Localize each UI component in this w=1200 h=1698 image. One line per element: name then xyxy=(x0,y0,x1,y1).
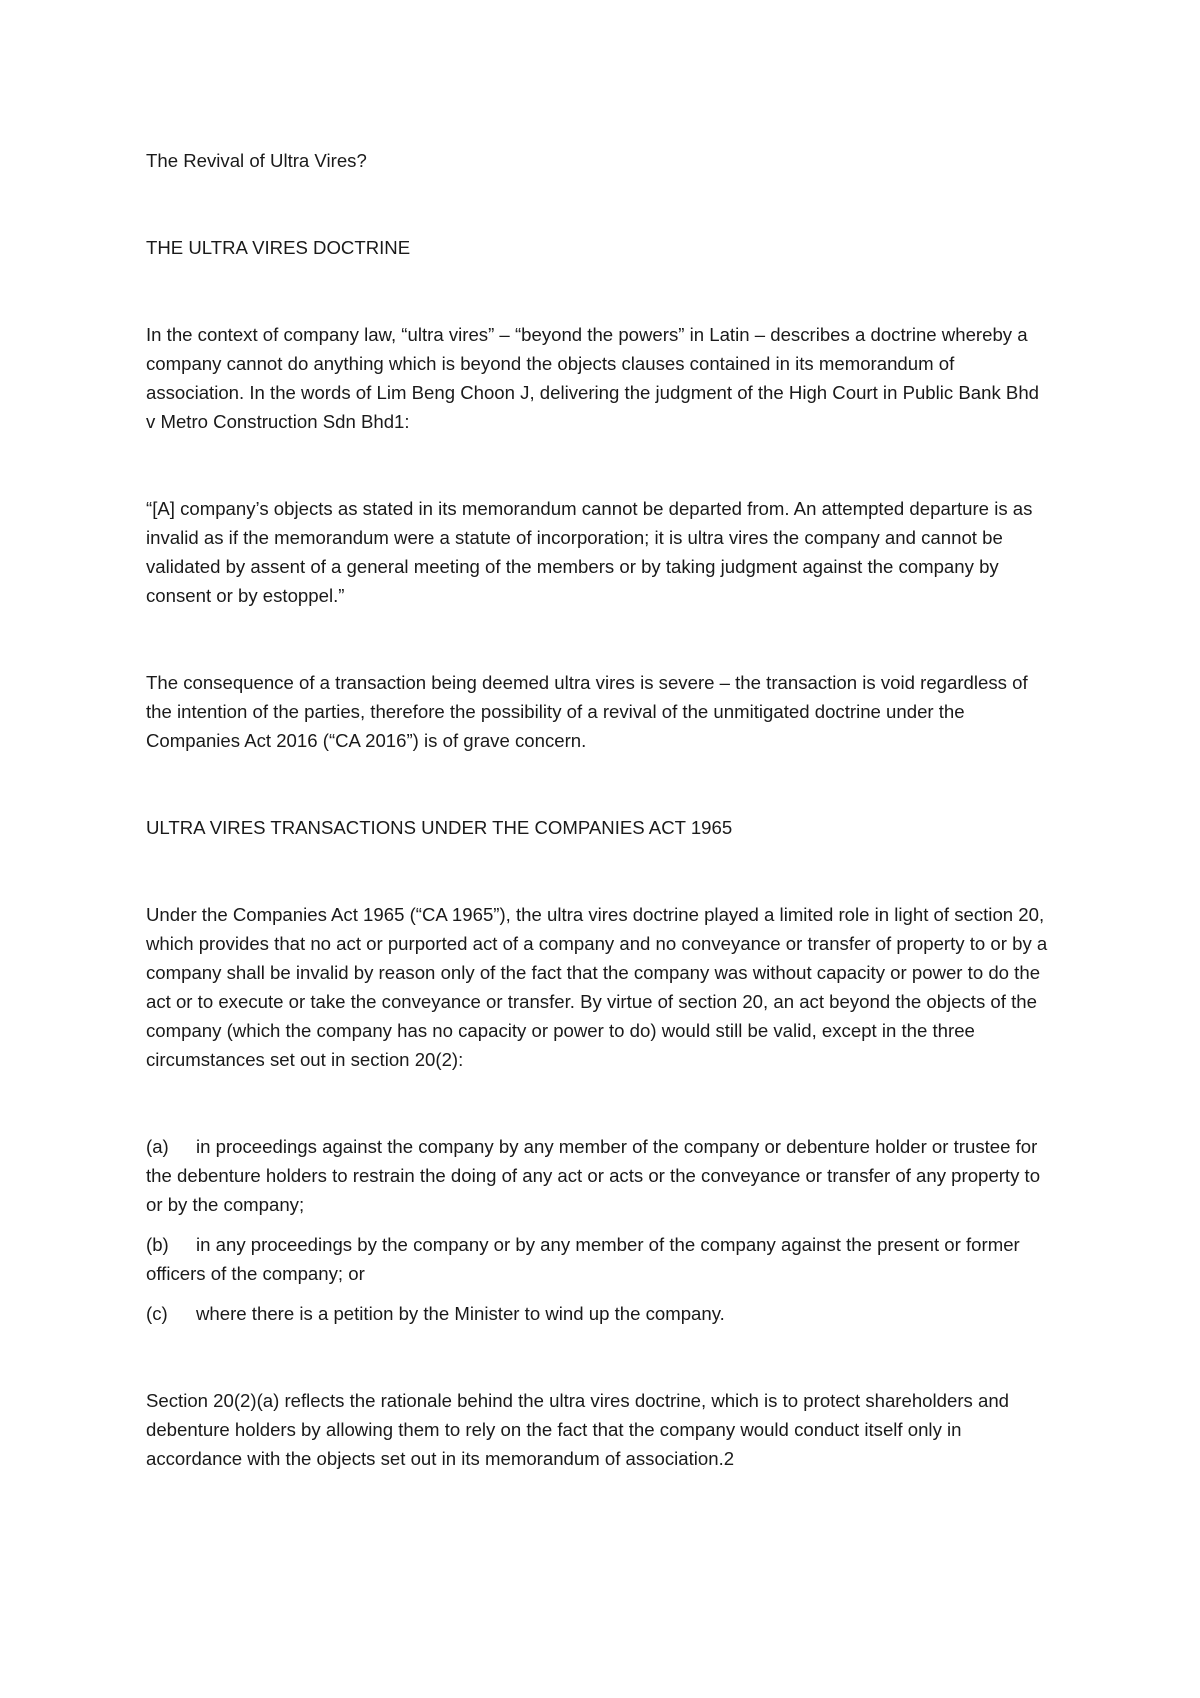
paragraph-rationale: Section 20(2)(a) reflects the rationale behind the ultra vires doctrine, which is to protect shareholders and debenture holders by allowing them to rely on the fact that the company would conduct itself only in accordance with the objects set out in its memorandum of association.2 xyxy=(146,1390,1010,1469)
list-item xyxy=(146,1132,1051,1219)
document-body xyxy=(146,146,1051,1473)
paragraph-intro: In the context of company law, “ultra vires” – “beyond the powers” in Latin – describes a doctrine whereby a company cannot do anything which is beyond the objects clauses contained in its memorandum of association. In the words of Lim Beng Choon J, delivering the judgment of the High Court in Public Bank Bhd v Metro Construction Sdn Bhd1: xyxy=(146,324,1040,432)
circumstances-list xyxy=(146,1132,1051,1328)
list-item-label: (c) xyxy=(146,1303,168,1324)
list-item-text: in any proceedings by the company or by any member of the company against the present or former officers of the company; or xyxy=(146,1234,1020,1284)
section-heading-companies-act-1965: ULTRA VIRES TRANSACTIONS UNDER THE COMPANIES ACT 1965 xyxy=(146,817,733,838)
list-item xyxy=(146,1299,1051,1328)
paragraph-section-20: Under the Companies Act 1965 (“CA 1965”), the ultra vires doctrine played a limited role in light of section 20, which provides that no act or purported act of a company and no conveyance or transfer of property to or by a company shall be invalid by reason only of the fact that the company was without capacity or power to do the act or to execute or take the conveyance or transfer. By virtue of section 20, an act beyond the objects of the company (which the company has no capacity or power to do) would still be valid, except in the three circumstances set out in section 20(2): xyxy=(146,904,1048,1070)
list-item-text: in proceedings against the company by any member of the company or debenture holder or trustee for the debenture holders to restrain the doing of any act or acts or the conveyance or transfer of any property to or by the company; xyxy=(146,1136,1041,1215)
list-item-label: (a) xyxy=(146,1136,169,1157)
document-title: The Revival of Ultra Vires? xyxy=(146,150,367,171)
list-item-text: where there is a petition by the Minister to wind up the company. xyxy=(196,1303,725,1324)
paragraph-consequence: The consequence of a transaction being deemed ultra vires is severe – the transaction is void regardless of the intention of the parties, therefore the possibility of a revival of the unmitigated doctrine under the Companies Act 2016 (“CA 2016”) is of grave concern. xyxy=(146,672,1028,751)
list-item xyxy=(146,1230,1051,1288)
judgment-quote: “[A] company’s objects as stated in its memorandum cannot be departed from. An attempted departure is as invalid as if the memorandum were a statute of incorporation; it is ultra vires the company and cannot be validated by assent of a general meeting of the members or by taking judgment against the company by consent or by estoppel.” xyxy=(146,498,1033,606)
list-item-label: (b) xyxy=(146,1234,169,1255)
section-heading-ultra-vires-doctrine: THE ULTRA VIRES DOCTRINE xyxy=(146,237,411,258)
